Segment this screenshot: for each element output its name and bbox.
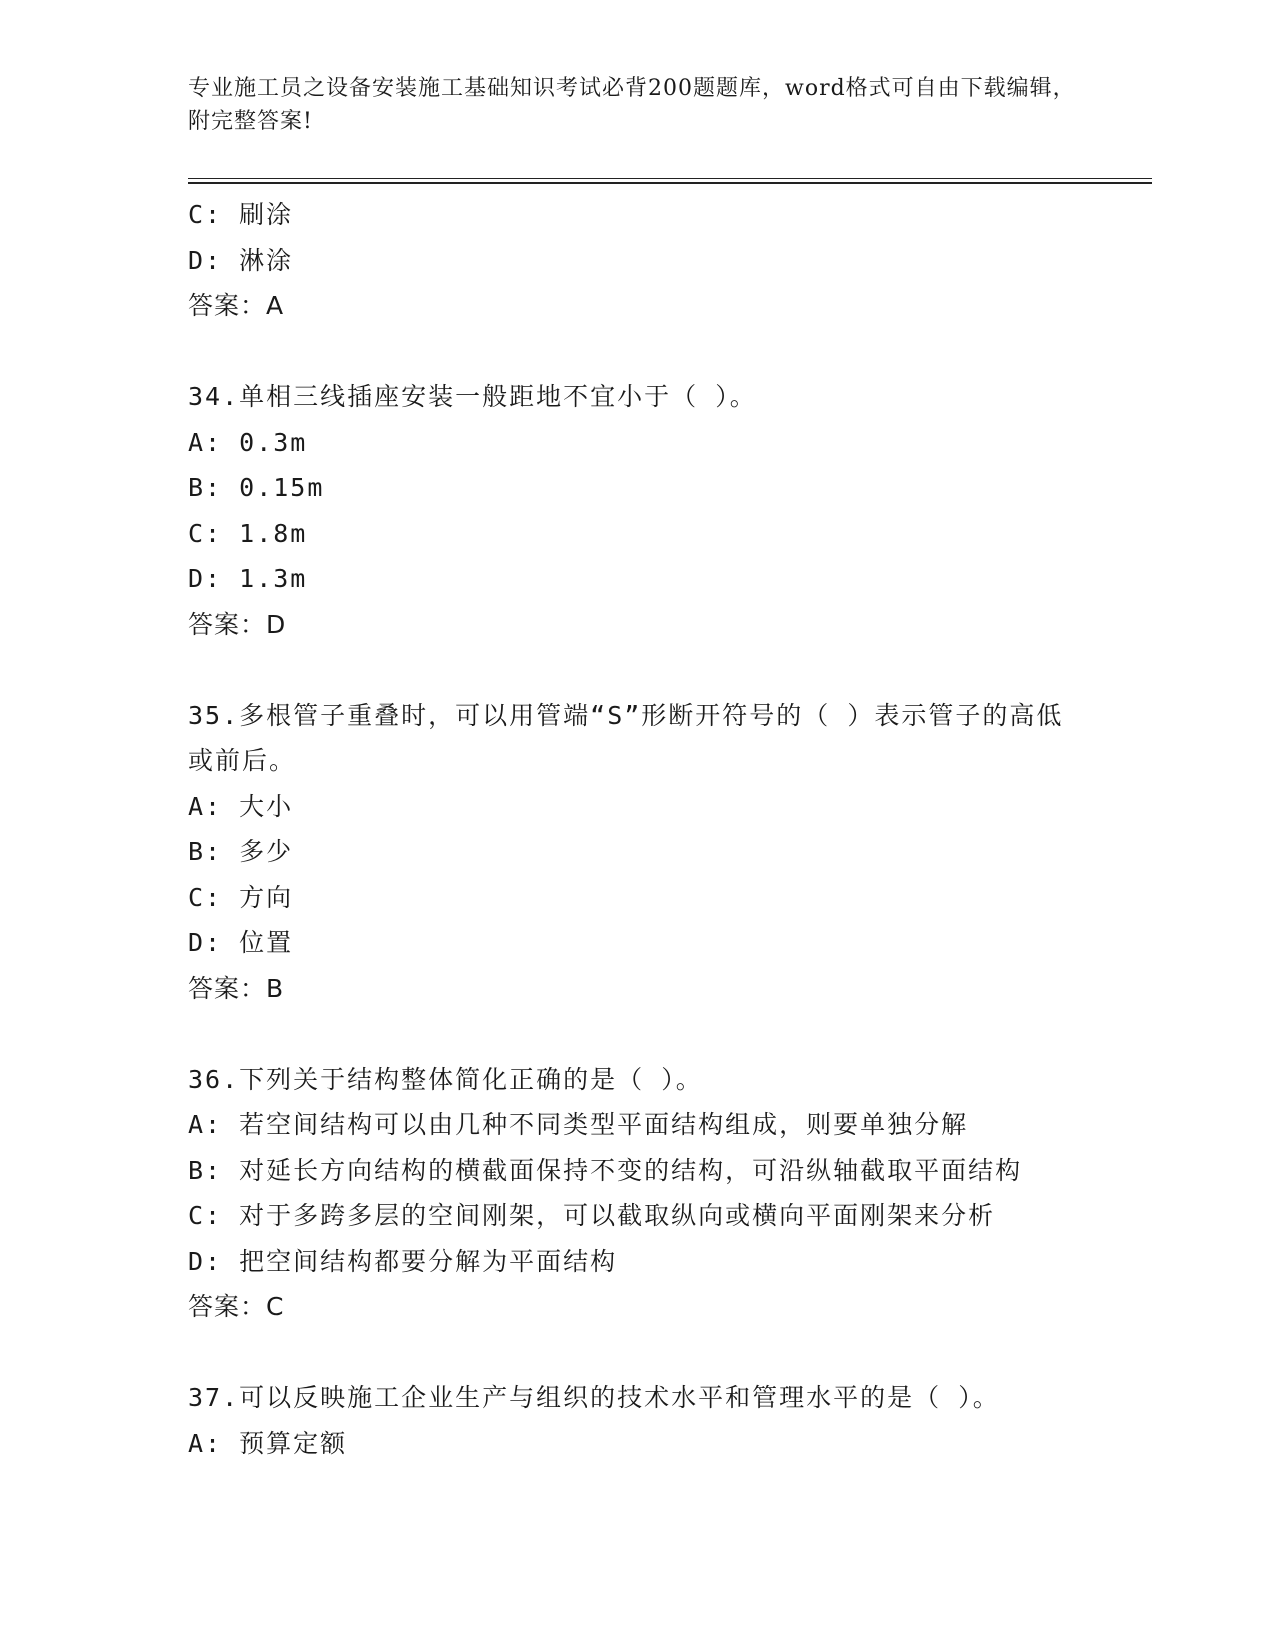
question-37 <box>188 1375 1088 1466</box>
header-divider-thick <box>188 182 1152 184</box>
option-item: C: 对于多跨多层的空间刚架，可以截取纵向或横向平面刚架来分析 <box>188 1201 996 1230</box>
option-item: C: 方向 <box>188 882 294 912</box>
option-item: A: 大小 <box>188 791 294 821</box>
option-item: A: 若空间结构可以由几种不同类型平面结构组成，则要单独分解 <box>188 1110 969 1139</box>
option-item: B: 对延长方向结构的横截面保持不变的结构，可沿纵轴截取平面结构 <box>188 1155 1023 1185</box>
question-35 <box>188 693 1088 1012</box>
option-item: D: 1.3m <box>188 564 308 593</box>
option-item: C: 刷涂 <box>188 200 294 229</box>
answer-line: 答案：B <box>188 973 285 1003</box>
option-item: A: 预算定额 <box>188 1428 348 1458</box>
question-text: 36.下列关于结构整体简化正确的是（ ）。 <box>188 1064 703 1094</box>
option-item: C: 1.8m <box>188 518 308 548</box>
option-item: D: 位置 <box>188 928 294 957</box>
answer-line: 答案：C <box>188 1292 285 1321</box>
option-item: A: 0.3m <box>188 427 308 457</box>
question-text: 35.多根管子重叠时，可以用管端“S”形断开符号的（ ）表示管子的高低或前后。 <box>188 700 1064 775</box>
question-text: 37.可以反映施工企业生产与组织的技术水平和管理水平的是（ ）。 <box>188 1383 1000 1412</box>
option-item: B: 0.15m <box>188 473 325 502</box>
carryover-block <box>188 192 1088 329</box>
answer-line: 答案：A <box>188 291 285 320</box>
option-item: D: 把空间结构都要分解为平面结构 <box>188 1246 618 1276</box>
option-item: D: 淋涂 <box>188 245 294 275</box>
question-36 <box>188 1057 1088 1330</box>
question-text: 34.单相三线插座安装一般距地不宜小于（ ）。 <box>188 382 757 411</box>
option-item: B: 多少 <box>188 837 294 866</box>
question-list <box>188 192 1088 1466</box>
header-divider-thin <box>188 178 1152 179</box>
question-34 <box>188 374 1088 647</box>
document-header: 专业施工员之设备安装施工基础知识考试必背200题题库，word格式可自由下载编辑，附完整答案! <box>188 76 1076 134</box>
answer-line: 答案：D <box>188 609 287 639</box>
